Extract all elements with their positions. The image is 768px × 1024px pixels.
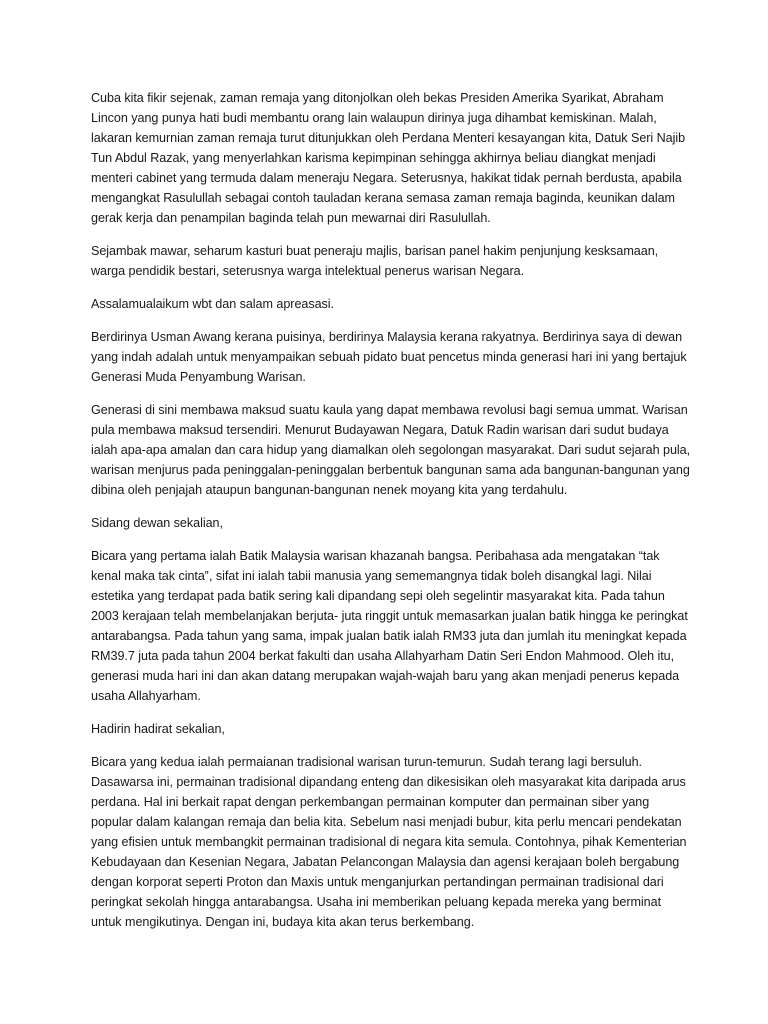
paragraph-traditional-games: Bicara yang kedua ialah permaianan tradisional warisan turun-temurun. Sudah terang lagi bersuluh. Dasawarsa ini, permainan tradisional dipandang enteng dan dikesisikan oleh masyarakat kita daripada arus perdana. Hal ini berkait rapat dengan perkembangan permainan komputer dan permainan siber yang popular dalam kalangan remaja dan belia kita. Sebelum nasi menjadi bubur, kita perlu mencari pendekatan yang efisien untuk membangkit permainan tradisional di negara kita semula. Contohnya, pihak Kementerian Kebudayaan dan Kesenian Negara, Jabatan Pelancongan Malaysia dan agensi kerajaan boleh bergabung dengan korporat seperti Proton dan Maxis untuk menganjurkan pertandingan permainan tradisional dari peringkat sekolah hingga antarabangsa. Usaha ini memberikan peluang kepada mereka yang berminat untuk mengikutinya. Dengan ini, budaya kita akan terus berkembang. [91,755,687,929]
paragraph-topic: Berdirinya Usman Awang kerana puisinya, berdirinya Malaysia kerana rakyatnya. Berdirinya saya di dewan yang indah adalah untuk menyampaikan sebuah pidato buat pencetus minda generasi hari ini yang bertajuk Generasi Muda Penyambung Warisan. [91,330,687,384]
paragraph-greeting: Sejambak mawar, seharum kasturi buat peneraju majlis, barisan panel hakim penjunjung kesksamaan, warga pendidik bestari, seterusnya warga intelektual penerus warisan Negara. [91,244,659,278]
paragraph-salutation: Assalamualaikum wbt dan salam apreasasi. [91,297,334,311]
paragraph-intro: Cuba kita fikir sejenak, zaman remaja yang ditonjolkan oleh bekas Presiden Amerika Syarikat, Abraham Lincon yang punya hati budi membantu orang lain walaupun dirinya juga dihambat kemiskinan. Malah, lakaran kemurnian zaman remaja turut ditunjukkan oleh Perdana Menteri kesayangan kita, Datuk Seri Najib Tun Abdul Razak, yang menyerlahkan karisma kepimpinan sehingga akhirnya beliau diangkat menjadi menteri cabinet yang termuda dalam meneraju Negara. Seterusnya, hakikat tidak pernah berdusta, apabila mengangkat Rasulullah sebagai contoh tauladan kerana semasa zaman remaja baginda, keunikan dalam gerak kerja dan penampilan baginda telah pun mewarnai diri Rasulullah. [91,91,686,225]
paragraph-address-1: Sidang dewan sekalian, [91,516,223,530]
paragraph-batik: Bicara yang pertama ialah Batik Malaysia warisan khazanah bangsa. Peribahasa ada mengatakan “tak kenal maka tak cinta‟, sifat ini ialah tabii manusia yang sememangnya tidak boleh disangkal lagi. Nilai estetika yang terdapat pada batik sering kali dipandang sepi oleh segelintir masyarakat kita. Pada tahun 2003 kerajaan telah membelanjakan berjuta- juta ringgit untuk memasarkan jualan batik hingga ke peringkat antarabangsa. Pada tahun yang sama, impak jualan batik ialah RM33 juta dan jumlah itu meningkat kepada RM39.7 juta pada tahun 2004 berkat fakulti dan usaha Allahyarham Datin Seri Endon Mahmood. Oleh itu, generasi muda hari ini dan akan datang merupakan wajah-wajah baru yang akan menjadi penerus kepada usaha Allahyarham. [91,549,688,703]
document-body [91,88,691,945]
paragraph-definition: Generasi di sini membawa maksud suatu kaula yang dapat membawa revolusi bagi semua ummat. Warisan pula membawa maksud tersendiri. Menurut Budayawan Negara, Datuk Radin warisan dari sudut budaya ialah apa-apa amalan dan cara hidup yang diamalkan oleh segolongan masyarakat. Dari sudut sejarah pula, warisan menjurus pada peninggalan-peninggalan berbentuk bangunan sama ada bangunan-bangunan yang dibina oleh penjajah ataupun bangunan-bangunan nenek moyang kita yang terdahulu. [91,403,691,497]
paragraph-address-2: Hadirin hadirat sekalian, [91,722,225,736]
